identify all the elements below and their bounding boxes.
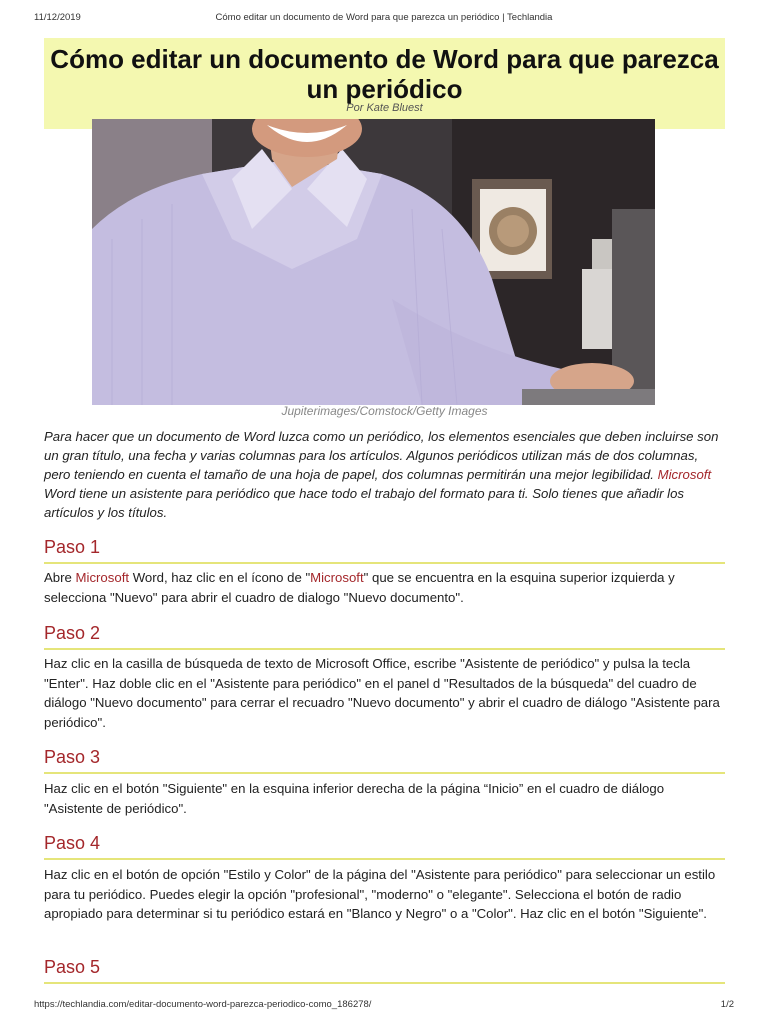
print-header xyxy=(34,12,734,24)
step-1-text-part: " que se encuentra en la esquina superior izquierda y selecciona "Nuevo" para abrir el cuadro de dialogo "Nuevo documento". xyxy=(44,570,675,605)
step-1-text-part: Word, haz clic en el ícono de " xyxy=(129,570,311,585)
step-1-microsoft-link[interactable]: Microsoft xyxy=(75,570,130,585)
photo-illustration xyxy=(92,119,655,405)
article-title-box xyxy=(44,38,725,129)
print-page-title: Cómo editar un documento de Word para que parezca un periódico | Techlandia xyxy=(215,12,553,23)
image-caption: Jupiterimages/Comstock/Getty Images xyxy=(281,404,488,418)
step-1-text-part: Abre xyxy=(44,570,76,585)
step-4-text: Haz clic en el botón de opción "Estilo y Color" de la página del "Asistente para periódico" para seleccionar un estilo para tu periódico. Puedes elegir la opción "profesional", "moderno" o "elegante". Selecciona el botón de radio apropiado para determinar si tu periódico estará en "Blanco y Negro" o a "Color". Haz clic en el botón "Siguiente". xyxy=(44,867,716,921)
print-page-number: 1/2 xyxy=(720,999,734,1010)
print-footer xyxy=(34,999,734,1011)
step-3-text: Haz clic en el botón "Siguiente" en la esquina inferior derecha de la página “Inicio” en el cuadro de diálogo "Asistente de periódico". xyxy=(44,781,665,816)
step-1-microsoft-icon-link[interactable]: Microsoft xyxy=(310,570,364,585)
article-title: Cómo editar un documento de Word para que parezca un periódico xyxy=(50,44,719,104)
print-date: 11/12/2019 xyxy=(34,12,81,23)
step-2-text: Haz clic en la casilla de búsqueda de texto de Microsoft Office, escribe "Asistente de periódico" y pulsa la tecla "Enter". Haz doble clic en el "Asistente para periódico" en el panel d "Resultados de la búsqueda" del cuadro de diálogo "Nuevo documento" para cerrar el recuadro "Nuevo documento" y abrir el cuadro de diálogo "Asistente para periódico". xyxy=(44,656,720,730)
step-1-heading: Paso 1 xyxy=(44,536,725,564)
step-4-heading: Paso 4 xyxy=(44,832,725,860)
article-intro xyxy=(44,427,725,522)
step-2-heading: Paso 2 xyxy=(44,622,725,650)
step-5-heading: Paso 5 xyxy=(44,956,725,984)
intro-text-after-link: Word tiene un asistente para periódico que hace todo el trabajo del formato para ti. Solo tienes que añadir los artículos y los títulos. xyxy=(44,486,684,520)
article-byline: Por Kate Bluest xyxy=(346,102,423,114)
intro-text-before-link: Para hacer que un documento de Word luzca como un periódico, los elementos esenciales que deben incluirse son un gran título, una fecha y varias columnas para los artículos. Algunos periódicos utilizan más de dos columnas, pero teniendo en cuenta el tamaño de una hoja de papel, dos columnas permitirán una mejor legibilidad. xyxy=(44,429,719,482)
article-photo xyxy=(92,119,655,405)
step-3-heading: Paso 3 xyxy=(44,746,725,774)
intro-microsoft-link[interactable]: Microsoft xyxy=(657,467,712,482)
step-1-text xyxy=(44,568,725,607)
print-url: https://techlandia.com/editar-documento-word-parezca-periodico-como_186278/ xyxy=(34,999,372,1010)
